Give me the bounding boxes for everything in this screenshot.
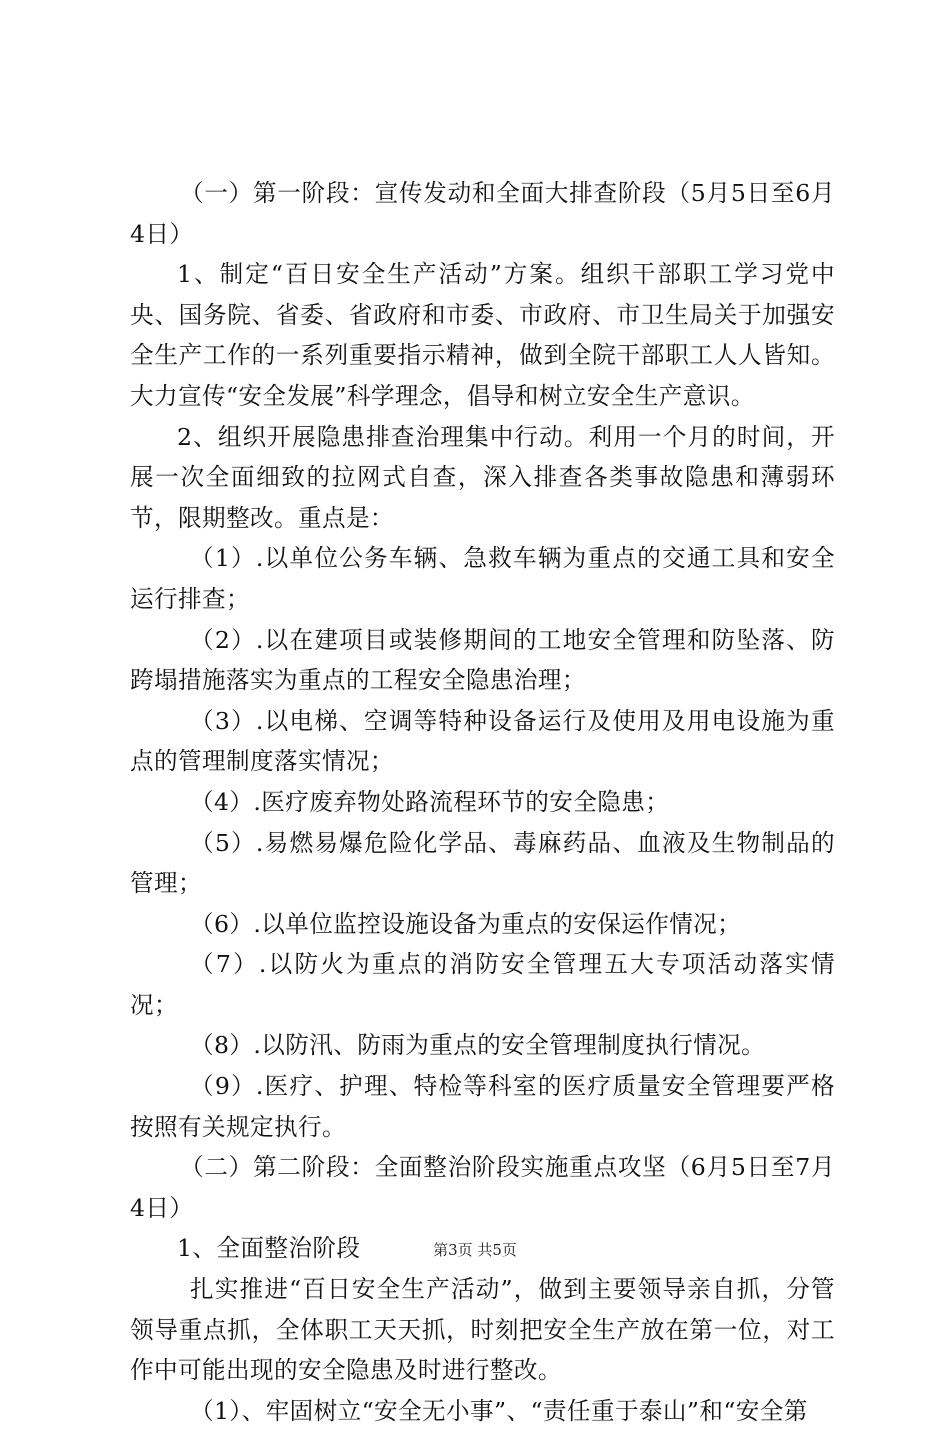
body-paragraph-2: 2、组织开展隐患排查治理集中行动。利用一个月的时间，开展一次全面细致的拉网式自查，深入排查各类事故隐患和薄弱环节，限期整改。重点是： <box>130 422 835 532</box>
subsection-heading: 1、全面整治阶段 <box>177 1234 361 1263</box>
list-item-6: （6）.以单位监控设施设备为重点的安保运作情况； <box>190 909 742 938</box>
body-paragraph-1: 1、制定“百日安全生产活动”方案。组织干部职工学习党中央、国务院、省委、省政府和市委、市政府、市卫生局关于加强安全生产工作的一系列重要指示精神，做到全院干部职工人人皆知。大力宣传“安全发展”科学理念，倡导和树立安全生产意识。 <box>130 260 835 410</box>
section-heading-2: （二）第二阶段：全面整治阶段实施重点攻坚（6月5日至7月4日） <box>130 1153 835 1222</box>
list-item-10: （1）、牢固树立“安全无小事”、“责任重于泰山”和“安全第 <box>190 1396 808 1425</box>
list-item-4: （4）.医疗废弃物处路流程环节的安全隐患； <box>190 787 670 816</box>
list-item-8: （8）.以防汛、防雨为重点的安全管理制度执行情况。 <box>190 1031 766 1060</box>
section-heading-1: （一）第一阶段：宣传发动和全面大排查阶段（5月5日至6月4日） <box>130 179 835 248</box>
list-item-9: （9）.医疗、护理、特检等科室的医疗质量安全管理要严格按照有关规定执行。 <box>130 1072 835 1141</box>
body-paragraph-3: 扎实推进“百日安全生产活动”，做到主要领导亲自抓，分管领导重点抓，全体职工天天抓，时刻把安全生产放在第一位，对工作中可能出现的安全隐患及时进行整改。 <box>130 1275 835 1385</box>
list-item-3: （3）.以电梯、空调等特种设备运行及使用及用电设施为重点的管理制度落实情况； <box>130 706 835 776</box>
list-item-7: （7）.以防火为重点的消防安全管理五大专项活动落实情况； <box>130 950 835 1019</box>
page-number-footer: 第3页 共5页 <box>433 1241 517 1259</box>
list-item-2: （2）.以在建项目或装修期间的工地安全管理和防坠落、防跨塌措施落实为重点的工程安全隐患治理； <box>130 625 835 695</box>
list-item-1: （1）.以单位公务车辆、急救车辆为重点的交通工具和安全运行排查； <box>130 544 835 613</box>
list-item-5: （5）.易燃易爆危险化学品、毒麻药品、血液及生物制品的管理； <box>130 828 835 898</box>
